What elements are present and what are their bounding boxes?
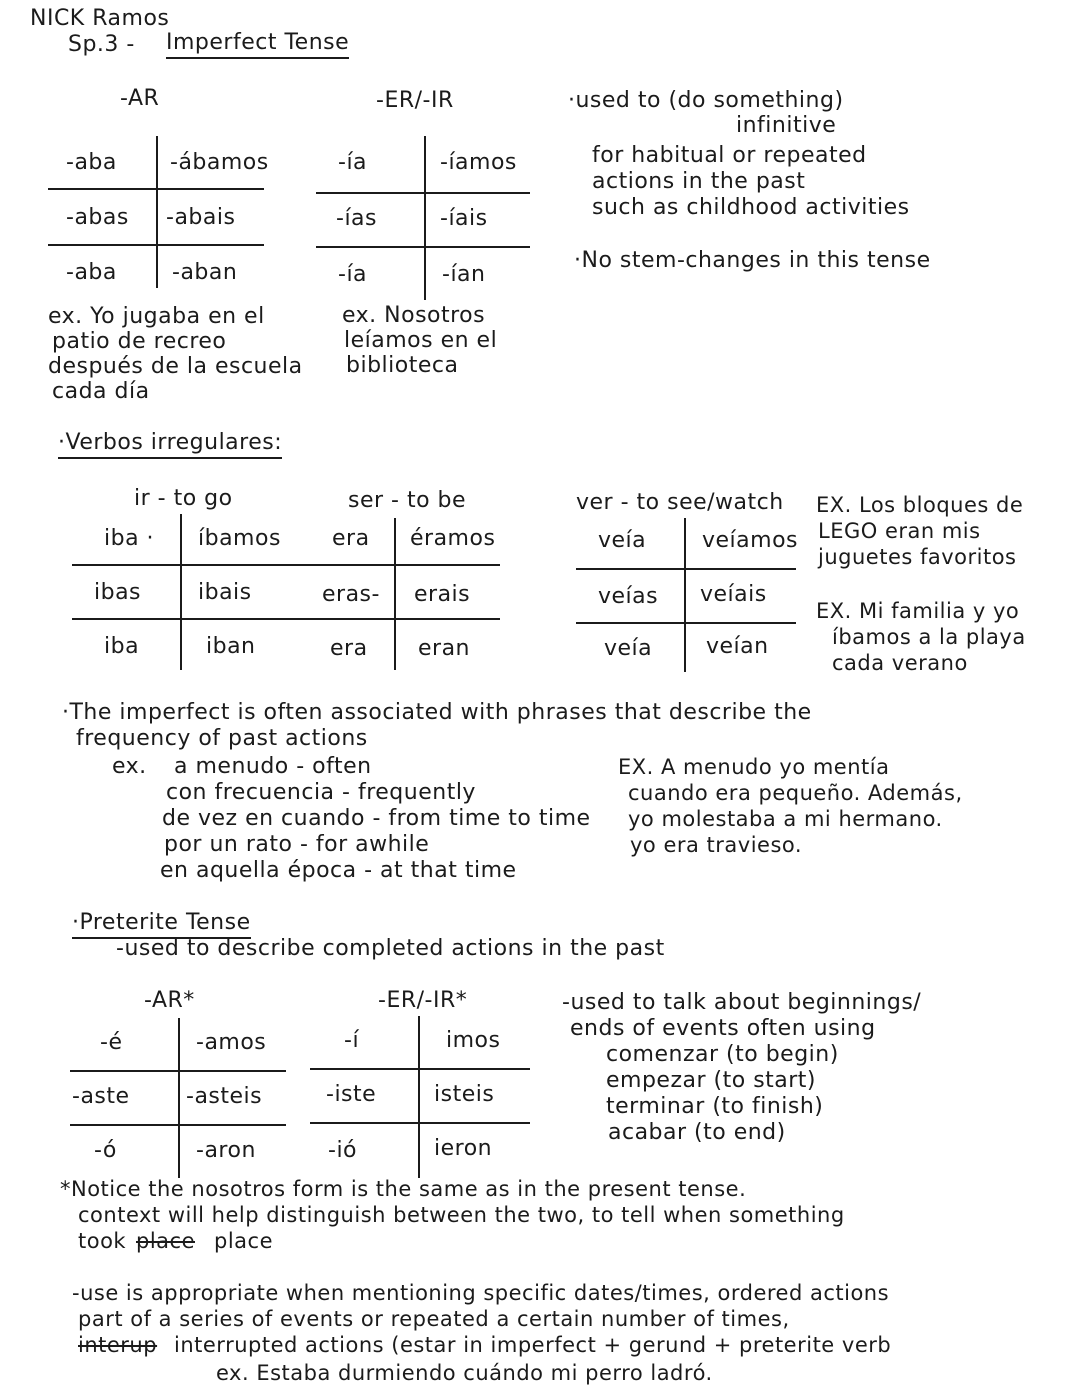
ver-table-hline — [576, 622, 796, 624]
er-ir-cell: -ía — [338, 150, 368, 175]
preterite-verb: acabar (to end) — [608, 1120, 786, 1145]
preterite-er-ir-hline — [310, 1122, 530, 1124]
preterite-er-ir-hline — [310, 1068, 530, 1070]
er-ir-cell: -íais — [440, 206, 488, 231]
use-struck-word: interup — [78, 1333, 158, 1357]
preterite-ar-cell: -aron — [196, 1138, 256, 1163]
frequency-intro-line: frequency of past actions — [76, 726, 368, 751]
frequency-intro-line: ·The imperfect is often associated with phrases that describe the — [62, 700, 812, 725]
ir-cell: iban — [206, 634, 256, 659]
notice-line: took — [78, 1229, 127, 1253]
preterite-note-line: -used to talk about beginnings/ — [562, 990, 922, 1015]
ser-cell: eras- — [322, 582, 380, 607]
ir-cell: íbamos — [198, 526, 281, 551]
ver-cell: veía — [598, 528, 647, 553]
frequency-phrase: por un rato - for awhile — [164, 832, 430, 857]
ser-title: ser - to be — [348, 488, 467, 513]
er-ir-cell: -ía — [338, 262, 368, 287]
ir-ser-table-hline — [72, 618, 500, 620]
ver-table-vline — [684, 518, 686, 672]
preterite-ar-cell: -é — [100, 1030, 123, 1055]
frequency-phrase: a menudo - often — [174, 754, 372, 779]
ver-cell: veía — [604, 636, 653, 661]
irregular-example1-line: juguetes favoritos — [818, 545, 1017, 569]
er-ir-example-line: leíamos en el — [344, 328, 498, 353]
ar-cell: -abais — [166, 205, 236, 230]
irregular-example1-line: LEGO eran mis — [818, 519, 981, 543]
er-ir-heading: -ER/-IR — [376, 88, 454, 113]
habitual-note-line: actions in the past — [592, 169, 806, 194]
irregulars-heading: ·Verbos irregulares: — [58, 430, 282, 459]
preterite-ar-cell: -asteis — [186, 1084, 263, 1109]
ver-table-hline — [576, 568, 796, 570]
ir-table-vline — [180, 514, 182, 670]
use-line: interrupted actions (estar in imperfect + gerund + preterite verb — [174, 1333, 892, 1357]
frequency-example-line: yo molestaba a mi hermano. — [628, 807, 943, 831]
preterite-ar-hline — [70, 1070, 286, 1072]
preterite-ar-vline — [178, 1018, 180, 1178]
preterite-note-line: ends of events often using — [570, 1016, 876, 1041]
preterite-er-ir-cell: ieron — [434, 1136, 493, 1161]
preterite-ar-hline — [70, 1124, 286, 1126]
ser-cell: era — [330, 636, 368, 661]
preterite-er-ir-vline — [418, 1016, 420, 1178]
ar-example-line: patio de recreo — [52, 329, 227, 354]
ar-example-line: cada día — [52, 379, 150, 404]
ser-cell: éramos — [410, 526, 496, 551]
ar-cell: -ábamos — [170, 150, 269, 175]
ser-cell: erais — [414, 582, 471, 607]
ar-cell: -aba — [66, 260, 117, 285]
preterite-er-ir-heading: -ER/-IR* — [378, 988, 468, 1013]
notice-line: context will help distinguish between the two, to tell when something — [78, 1203, 845, 1227]
frequency-example-line: yo era travieso. — [630, 833, 803, 857]
ar-example-line: después de la escuela — [48, 354, 303, 379]
ver-cell: veíamos — [702, 528, 799, 553]
irregular-example2-line: cada verano — [832, 651, 968, 675]
ver-cell: veías — [598, 584, 659, 609]
preterite-verb: empezar (to start) — [606, 1068, 817, 1093]
preterite-er-ir-cell: isteis — [434, 1082, 495, 1107]
preterite-verb: comenzar (to begin) — [606, 1042, 839, 1067]
frequency-ex-label: ex. — [112, 754, 147, 779]
preterite-ar-heading: -AR* — [144, 988, 195, 1013]
preterite-er-ir-cell: imos — [446, 1028, 501, 1053]
habitual-note-line: for habitual or repeated — [592, 143, 867, 168]
er-ir-table-hline — [316, 246, 530, 248]
irregular-example2-line: íbamos a la playa — [832, 625, 1026, 649]
notice-end-word: place — [214, 1229, 273, 1253]
no-stem-note: ·No stem-changes in this tense — [574, 248, 931, 273]
er-ir-cell: -ían — [442, 262, 486, 287]
ir-ser-table-hline — [72, 564, 500, 566]
ser-table-vline — [394, 518, 396, 670]
preterite-ar-cell: -aste — [72, 1084, 130, 1109]
preterite-ar-cell: -ó — [94, 1138, 117, 1163]
use-line: -use is appropriate when mentioning specific dates/times, ordered actions — [72, 1281, 890, 1305]
ar-heading: -AR — [120, 86, 160, 111]
used-to-note: ·used to (do something) — [568, 88, 844, 113]
ar-cell: -abas — [66, 205, 129, 230]
preterite-er-ir-cell: -iste — [326, 1082, 377, 1107]
ir-title: ir - to go — [134, 486, 233, 511]
page-title: Imperfect Tense — [166, 30, 349, 59]
er-ir-example-line: ex. Nosotros — [342, 303, 486, 328]
ver-cell: veíais — [700, 582, 767, 607]
er-ir-cell: -ías — [336, 206, 377, 231]
irregular-example1-line: EX. Los bloques de — [816, 493, 1024, 517]
ar-example-line: ex. Yo jugaba en el — [48, 304, 265, 329]
habitual-note-line: such as childhood activities — [592, 195, 910, 220]
ar-table-vline — [156, 136, 158, 288]
ir-cell: ibas — [94, 580, 142, 605]
notice-struck-word: place — [136, 1229, 195, 1253]
frequency-phrase: de vez en cuando - from time to time — [162, 806, 591, 831]
notice-line: *Notice the nosotros form is the same as in the present tense. — [60, 1177, 747, 1201]
ver-title: ver - to see/watch — [576, 490, 784, 515]
preterite-subheading: -used to describe completed actions in the past — [116, 936, 665, 961]
infinitive-note: infinitive — [736, 113, 837, 138]
er-ir-table-hline — [316, 192, 530, 194]
ir-cell: iba — [104, 634, 140, 659]
student-name: NICK Ramos — [30, 6, 170, 31]
ir-cell: ibais — [198, 580, 252, 605]
frequency-phrase: en aquella época - at that time — [160, 858, 517, 883]
ar-cell: -aban — [172, 260, 238, 285]
ar-table-hline — [48, 244, 264, 246]
ver-cell: veían — [706, 634, 769, 659]
preterite-verb: terminar (to finish) — [606, 1094, 824, 1119]
irregular-example2-line: EX. Mi familia y yo — [816, 599, 1020, 623]
er-ir-cell: -íamos — [440, 150, 517, 175]
frequency-example-line: cuando era pequeño. Además, — [628, 781, 963, 805]
preterite-er-ir-cell: -ió — [328, 1138, 358, 1163]
use-line: part of a series of events or repeated a certain number of times, — [78, 1307, 790, 1331]
er-ir-example-line: biblioteca — [346, 353, 459, 378]
ser-cell: eran — [418, 636, 471, 661]
ser-cell: era — [332, 526, 370, 551]
preterite-ar-cell: -amos — [196, 1030, 267, 1055]
preterite-er-ir-cell: -í — [344, 1028, 360, 1053]
ir-cell: iba · — [104, 526, 155, 551]
use-example: ex. Estaba durmiendo cuándo mi perro ladró. — [216, 1361, 713, 1385]
er-ir-table-vline — [424, 136, 426, 300]
frequency-example-line: EX. A menudo yo mentía — [618, 755, 890, 779]
frequency-phrase: con frecuencia - frequently — [166, 780, 476, 805]
ar-cell: -aba — [66, 150, 117, 175]
course-label: Sp.3 - — [68, 32, 135, 57]
preterite-heading: ·Preterite Tense — [72, 910, 251, 939]
ar-table-hline — [48, 188, 264, 190]
